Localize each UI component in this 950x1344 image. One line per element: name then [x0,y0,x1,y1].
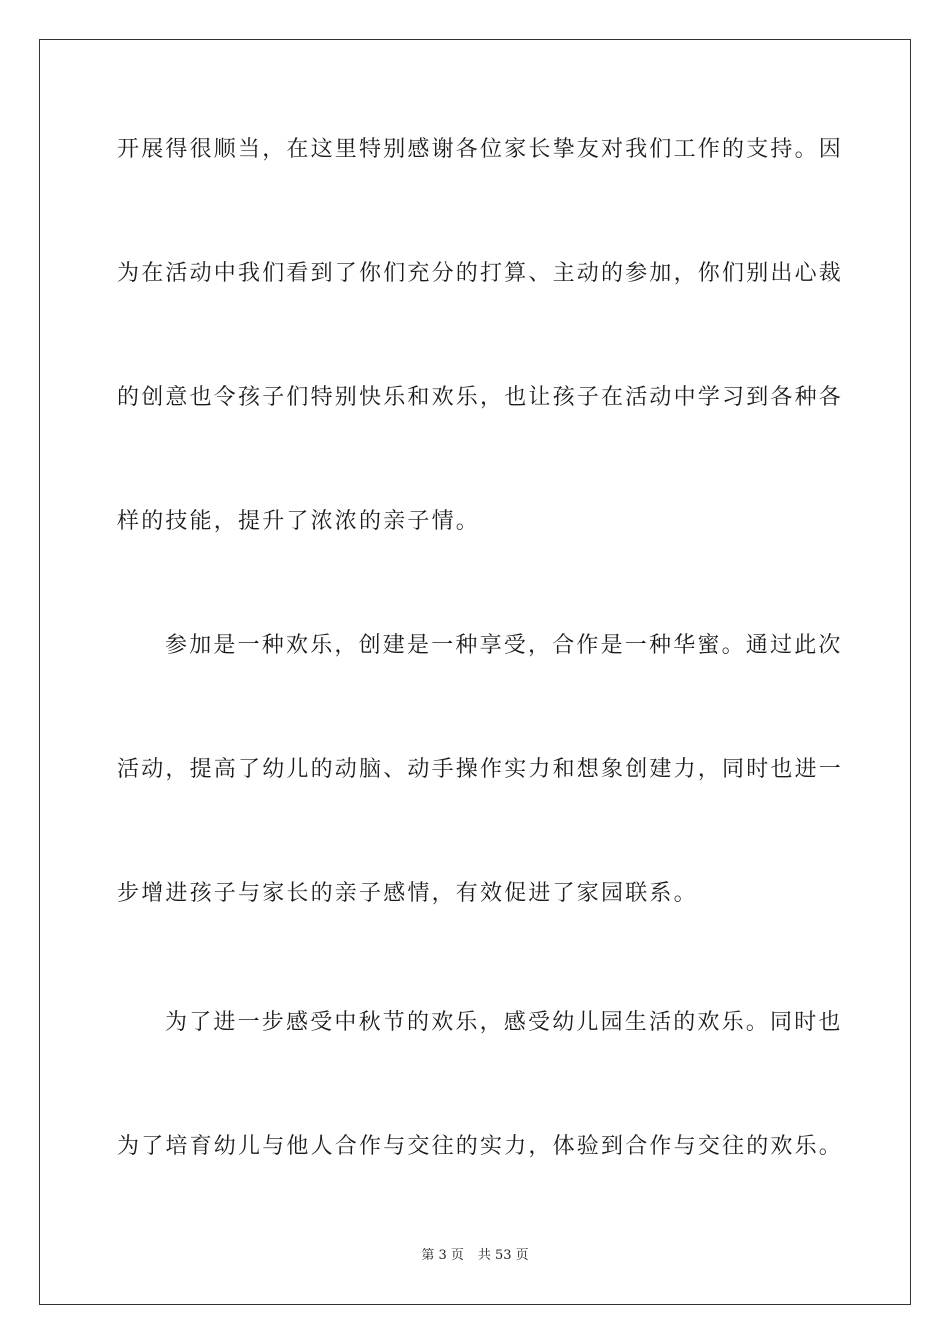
text-line-9: 为了培育幼儿与他人合作与交往的实力，体验到合作与交往的欢乐。 [117,1134,844,1159]
text-line-6: 活动，提高了幼儿的动脑、动手操作实力和想象创建力，同时也进一 [117,757,844,782]
text-line-4: 样的技能，提升了浓浓的亲子情。 [117,509,481,534]
page-footer [0,1247,950,1265]
text-line-2: 为在活动中我们看到了你们充分的打算、主动的参加，你们别出心裁 [117,261,844,286]
page-number: 第 3 页 [421,1248,464,1263]
paragraph-start-line-8: 为了进一步感受中秋节的欢乐，感受幼儿园生活的欢乐。同时也 [165,1010,843,1035]
page-border [39,39,911,1305]
paragraph-start-line-5: 参加是一种欢乐，创建是一种享受，合作是一种华蜜。通过此次 [165,633,843,658]
total-pages: 共 53 页 [477,1248,529,1263]
text-line-1: 开展得很顺当，在这里特别感谢各位家长挚友对我们工作的支持。因 [117,137,844,162]
text-line-7: 步增进孩子与家长的亲子感情，有效促进了家园联系。 [117,881,698,906]
text-line-3: 的创意也令孩子们特别快乐和欢乐，也让孩子在活动中学习到各种各 [117,385,844,410]
